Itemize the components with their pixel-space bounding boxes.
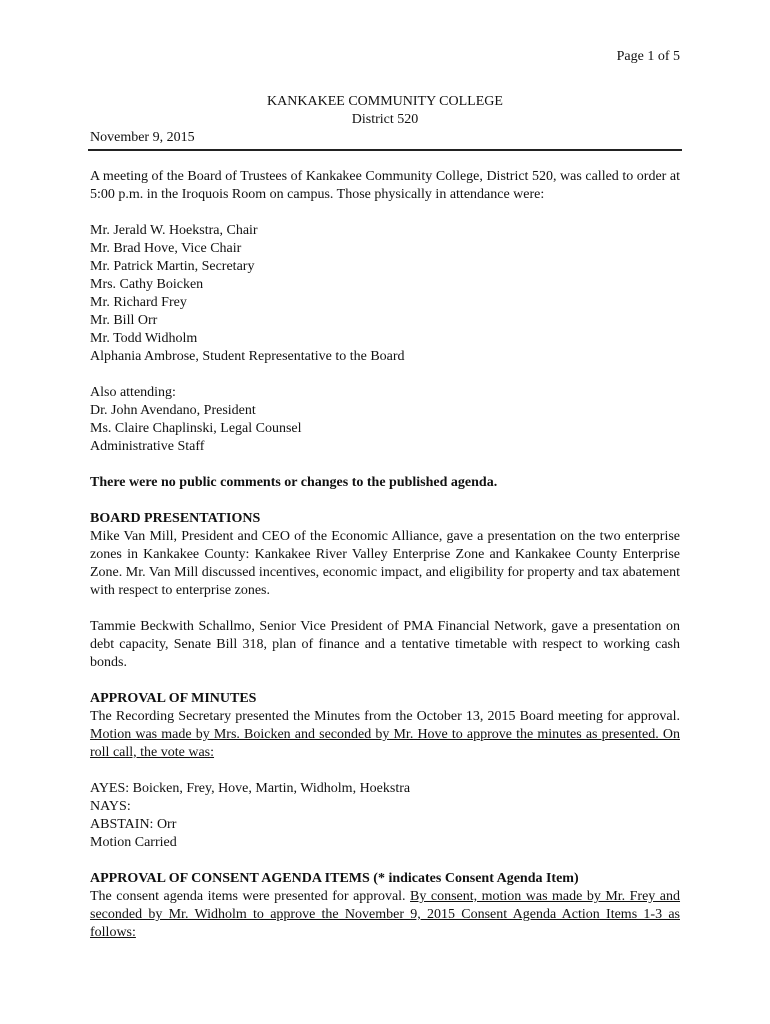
attendee: Mrs. Cathy Boicken (90, 277, 204, 292)
document-header (0, 93, 770, 129)
attendee-list (90, 222, 680, 366)
attendee: Mr. Patrick Martin, Secretary (90, 259, 255, 274)
also-attending-person: Dr. John Avendano, President (90, 403, 256, 418)
meeting-date: November 9, 2015 (90, 130, 195, 145)
presentation-paragraph-1: Mike Van Mill, President and CEO of the Economic Alliance, gave a presentation on the two enterprise zones in Kankakee County: Kankakee River Valley Enterprise Zone and Kankakee County Enterprise Zone. Mr. Van Mill discussed incentives, economic impact, and eligibility for property and tax abatement with respect to enterprise zones. (90, 529, 680, 598)
also-attending-person: Ms. Claire Chaplinski, Legal Counsel (90, 421, 302, 436)
board-presentations-heading: BOARD PRESENTATIONS (90, 511, 261, 526)
header-rule (88, 149, 682, 151)
also-attending-person: Administrative Staff (90, 439, 205, 454)
attendee: Alphania Ambrose, Student Representative to the Board (90, 349, 405, 364)
consent-agenda-section (90, 870, 680, 942)
public-comments-note: There were no public comments or changes to the published agenda. (90, 475, 498, 490)
approval-minutes-section (90, 690, 680, 852)
attendee: Mr. Brad Hove, Vice Chair (90, 241, 242, 256)
consent-agenda-heading: APPROVAL OF CONSENT AGENDA ITEMS (* indicates Consent Agenda Item) (90, 871, 579, 886)
attendee: Mr. Bill Orr (90, 313, 158, 328)
vote-results (90, 780, 680, 852)
board-presentations-section (90, 510, 680, 672)
document-body (90, 168, 680, 942)
consent-motion: By consent, motion was made by Mr. Frey and seconded by Mr. Widholm to approve the November 9, 2015 Consent Agenda Action Items 1-3 as follows: (90, 889, 681, 940)
attendee: Mr. Richard Frey (90, 295, 187, 310)
vote-nays: NAYS: (90, 799, 131, 814)
minutes-text: The Recording Secretary presented the Minutes from the October 13, 2015 Board meeting for approval. (90, 709, 680, 724)
page-number: Page 1 of 5 (616, 49, 680, 64)
vote-result: Motion Carried (90, 835, 177, 850)
minutes-motion: Motion was made by Mrs. Boicken and seconded by Mr. Hove to approve the minutes as presented. On roll call, the vote was: (90, 727, 680, 760)
district-label: District 520 (351, 112, 419, 127)
intro-paragraph: A meeting of the Board of Trustees of Kankakee Community College, District 520, was called to order at 5:00 p.m. in the Iroquois Room on campus. Those physically in attendance were: (90, 169, 680, 202)
vote-abstain: ABSTAIN: Orr (90, 817, 177, 832)
college-title: KANKAKEE COMMUNITY COLLEGE (267, 94, 503, 109)
attendee: Mr. Jerald W. Hoekstra, Chair (90, 223, 258, 238)
also-attending-label: Also attending: (90, 385, 176, 400)
consent-agenda-paragraph (90, 888, 680, 942)
also-attending-list (90, 384, 680, 456)
presentation-paragraph-2: Tammie Beckwith Schallmo, Senior Vice President of PMA Financial Network, gave a presentation on debt capacity, Senate Bill 318, plan of finance and a tentative timetable with respect to working cash bonds. (90, 619, 680, 670)
vote-ayes: AYES: Boicken, Frey, Hove, Martin, Widholm, Hoekstra (90, 781, 411, 796)
approval-minutes-paragraph (90, 708, 680, 762)
attendee: Mr. Todd Widholm (90, 331, 198, 346)
consent-text: The consent agenda items were presented for approval. (90, 889, 411, 904)
approval-minutes-heading: APPROVAL OF MINUTES (90, 691, 257, 706)
